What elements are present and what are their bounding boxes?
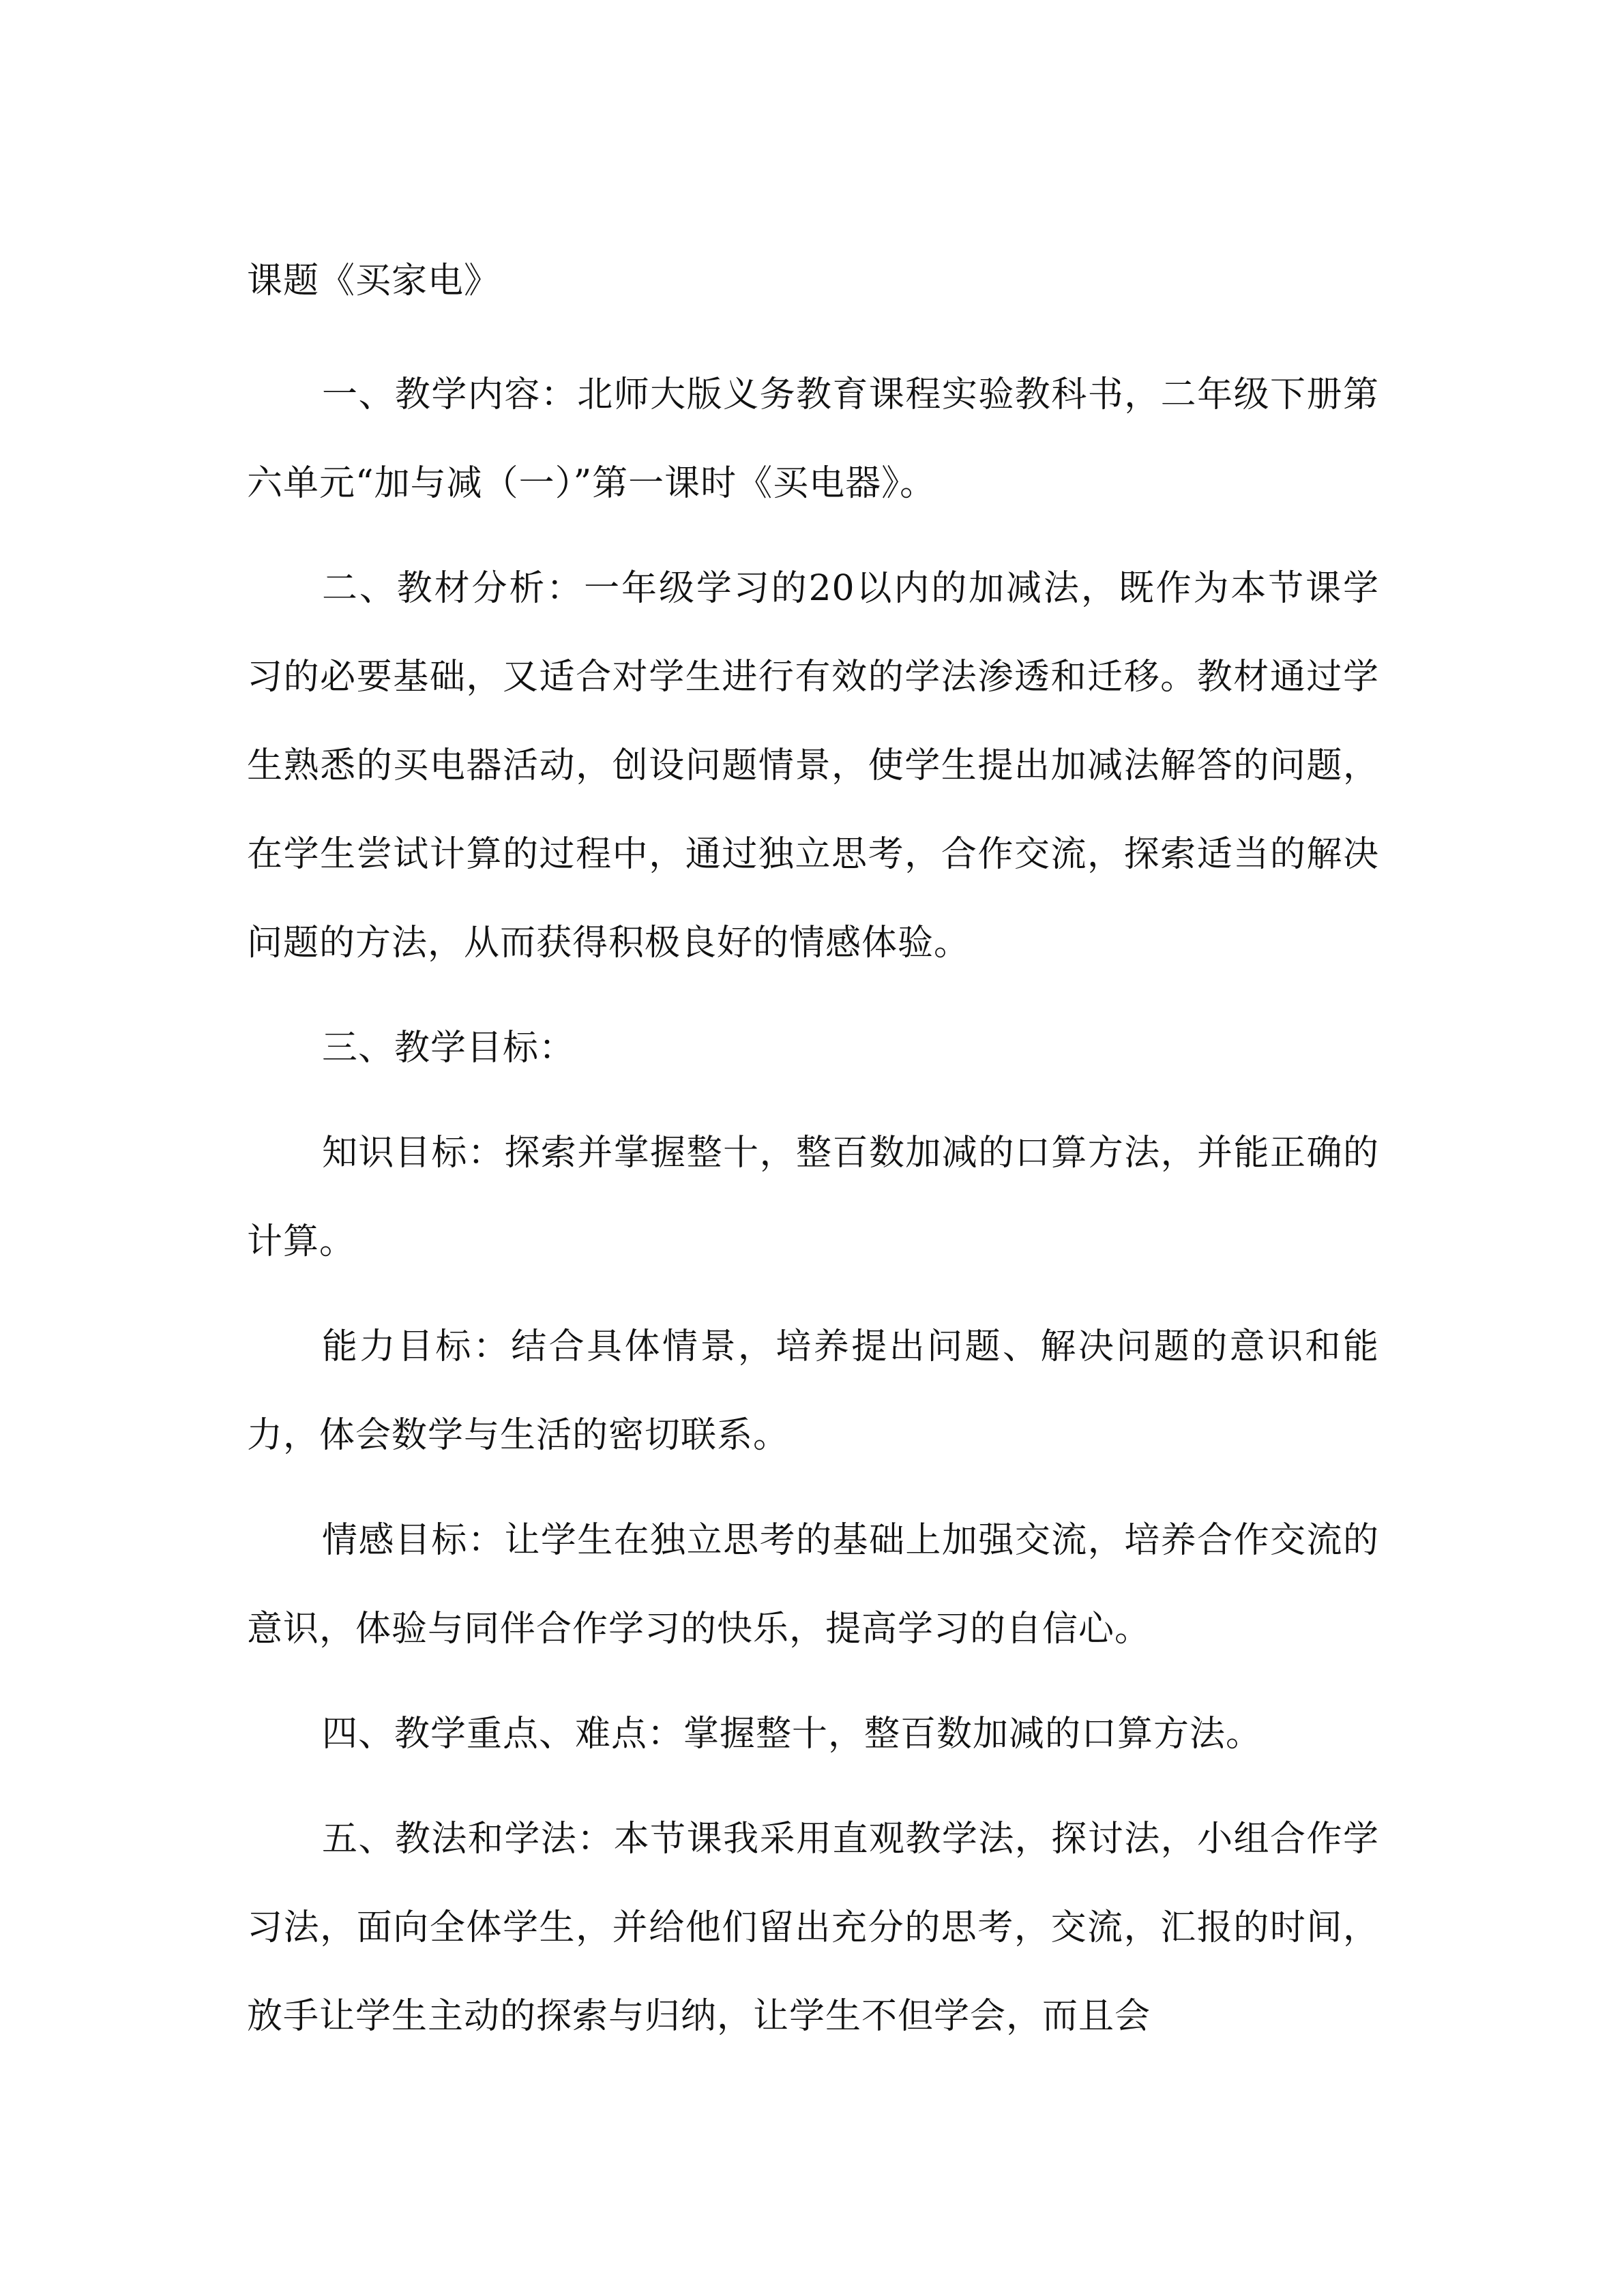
section-textbook-analysis: 二、教材分析：一年级学习的20以内的加减法，既作为本节课学习的必要基础，又适合对学生进行有效的学法渗透和迁移。教材通过学生熟悉的买电器活动，创设问题情景，使学生提出加减法解答的问题，在学生尝试计算的过程中，通过独立思考，合作交流，探索适当的解决问题的方法，从而获得积极良好的情感体验。: [247, 568, 1379, 964]
section-key-points: 四、教学重点、难点：掌握整十，整百数加减的口算方法。: [322, 1714, 1263, 1755]
document-title: 课题《买家电》: [247, 260, 501, 301]
goal-emotion: 情感目标：让学生在独立思考的基础上加强交流，培养合作交流的意识，体验与同伴合作学习的快乐，提高学习的自信心。: [247, 1520, 1379, 1650]
section-teaching-goals-heading: 三、教学目标：: [322, 1028, 576, 1069]
document-body: [247, 247, 1379, 2077]
goal-knowledge: 知识目标：探索并掌握整十，整百数加减的口算方法，并能正确的计算。: [247, 1133, 1379, 1262]
section-teaching-content: 一、教学内容：北师大版义务教育课程实验教科书，二年级下册第六单元“加与减（一）”第一课时《买电器》。: [247, 374, 1379, 504]
section-methods: 五、教法和学法：本节课我采用直观教学法，探讨法，小组合作学习法，面向全体学生，并给他们留出充分的思考，交流，汇报的时间，放手让学生主动的探索与归纳，让学生不但学会，而且会: [247, 1819, 1379, 2037]
goal-ability: 能力目标：结合具体情景，培养提出问题、解决问题的意识和能力，体会数学与生活的密切联系。: [247, 1326, 1379, 1456]
